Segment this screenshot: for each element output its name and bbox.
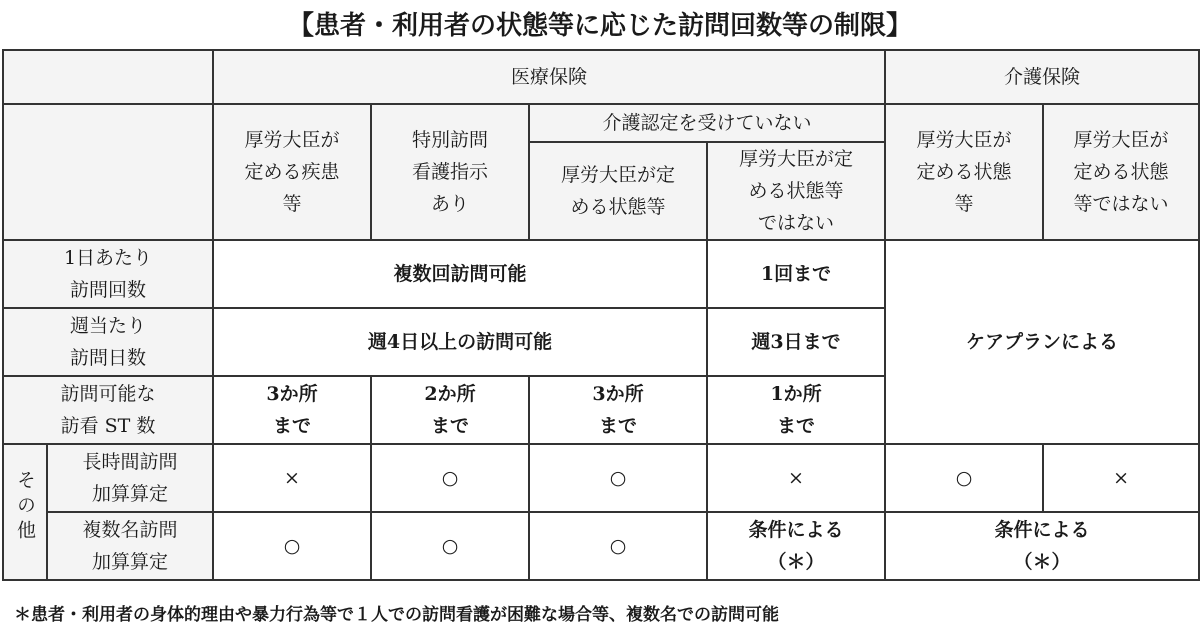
header-care-designated: 厚労大臣が 定める状態 等 (885, 104, 1043, 240)
long-visit-cell-2: ○ (371, 444, 529, 512)
row-label-weekly-days: 週当たり 訪問日数 (3, 308, 213, 376)
care-insurance-header: 介護保険 (885, 50, 1199, 104)
visit-limit-table (2, 49, 1200, 581)
stations-cell-3: 3か所 まで (529, 376, 707, 444)
header-designated-state: 厚労大臣が定 める状態等 (529, 142, 707, 240)
long-visit-cell-4: × (707, 444, 885, 512)
corner-cell (3, 50, 213, 104)
row-label-daily-visits: 1日あたり 訪問回数 (3, 240, 213, 308)
long-visit-cell-3: ○ (529, 444, 707, 512)
row-label-long-visit: 長時間訪問 加算算定 (47, 444, 213, 512)
multiple-staff-cell-3: ○ (529, 512, 707, 580)
long-visit-cell-1: × (213, 444, 371, 512)
stations-cell-4: 1か所 まで (707, 376, 885, 444)
multiple-staff-cell-1: ○ (213, 512, 371, 580)
page-title: 【患者・利用者の状態等に応じた訪問回数等の制限】 (287, 11, 912, 41)
row-label-stations: 訪問可能な 訪看 ST 数 (3, 376, 213, 444)
stations-cell-2: 2か所 まで (371, 376, 529, 444)
header-not-certified: 介護認定を受けていない (529, 104, 885, 142)
weekly-three-days-cell: 週3日まで (707, 308, 885, 376)
weekly-four-days-cell: 週4日以上の訪問可能 (213, 308, 707, 376)
footnote: ＊患者・利用者の身体的理由や暴力行為等で１人での訪問看護が困難な場合等、複数名での訪問可能 (14, 605, 779, 625)
row-label-other: その他 (3, 444, 47, 580)
row-label-multiple-staff: 複数名訪問 加算算定 (47, 512, 213, 580)
care-plan-cell: ケアプランによる (885, 240, 1199, 444)
long-visit-cell-6: × (1043, 444, 1199, 512)
medical-insurance-header: 医療保険 (213, 50, 885, 104)
multiple-staff-care-conditional-cell: 条件による （＊） (885, 512, 1199, 580)
header-special-instruction: 特別訪問 看護指示 あり (371, 104, 529, 240)
header-designated-disease: 厚労大臣が 定める疾患 等 (213, 104, 371, 240)
long-visit-cell-5: ○ (885, 444, 1043, 512)
daily-multiple-visits-cell: 複数回訪問可能 (213, 240, 707, 308)
corner-cell-2 (3, 104, 213, 240)
multiple-staff-cell-2: ○ (371, 512, 529, 580)
daily-once-cell: 1回まで (707, 240, 885, 308)
stations-cell-1: 3か所 まで (213, 376, 371, 444)
header-care-not-designated: 厚労大臣が 定める状態 等ではない (1043, 104, 1199, 240)
header-not-designated-state: 厚労大臣が定 める状態等 ではない (707, 142, 885, 240)
multiple-staff-conditional-cell: 条件による （＊） (707, 512, 885, 580)
